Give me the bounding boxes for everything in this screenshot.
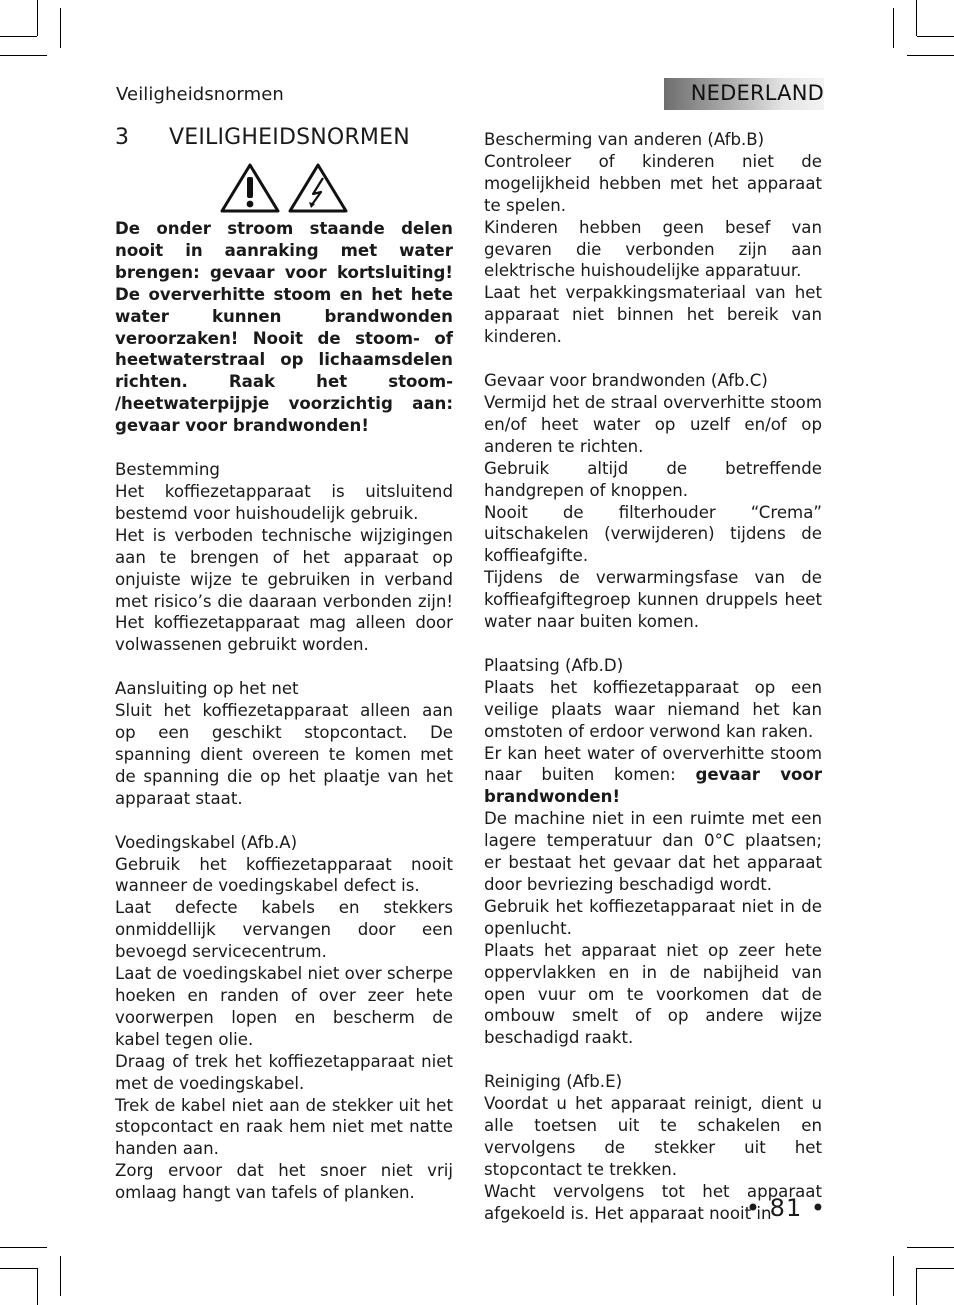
section-heading: Reiniging (Afb.E) [484, 1072, 623, 1092]
paragraph: Laat de voedingskabel niet over scherpe hoeken en randen of over zeer hete voorwerpen lopen en bescherm de kabel tegen olie. [115, 964, 453, 1049]
paragraph: Trek de kabel niet aan de stekker uit het stopcontact en raak hem niet met natte handen aan. [115, 1095, 453, 1159]
chapter-heading [115, 124, 453, 152]
paragraph: Wacht vervolgens tot het apparaat afgekoeld is. Het apparaat nooit in [484, 1181, 822, 1223]
crop-mark [37, 0, 38, 36]
electric-shock-warning-icon [287, 162, 349, 214]
section-heading: Bestemming [115, 460, 220, 480]
crop-mark [37, 1268, 38, 1305]
crop-mark [0, 1268, 37, 1269]
paragraph: Nooit de filterhouder “Crema” uitschakelen (verwijderen) tijdens de koffieafgifte. [484, 502, 822, 566]
paragraph: Draag of trek het koffiezetapparaat niet met de voedingskabel. [115, 1051, 453, 1093]
crop-mark [0, 55, 47, 56]
paragraph: Voordat u het apparaat reinigt, dient u alle toetsen uit te schakelen en vervolgens de stekker uit het stopcontact te trekken. [484, 1094, 822, 1179]
language-tab [664, 78, 824, 110]
paragraph-bold-warning: gevaar voor brandwonden! [484, 765, 823, 807]
paragraph: Tijdens de verwarmingsfase van de koffieafgiftegroep kunnen druppels heet water naar buiten komen. [484, 568, 822, 632]
paragraph: Sluit het koffiezetapparaat alleen aan op een geschikt stopcontact. De spanning dient overeen te komen met de spanning die op het plaatje van het apparaat staat. [115, 701, 453, 808]
crop-mark [907, 55, 954, 56]
chapter-number: 3 [115, 125, 130, 150]
crop-mark [907, 1247, 954, 1248]
section-heading: Bescherming van anderen (Afb.B) [484, 130, 765, 149]
crop-mark [0, 1247, 47, 1248]
crop-mark [0, 36, 37, 37]
warning-icons [115, 162, 453, 214]
page-number: • 81 • [745, 1194, 826, 1222]
paragraph: Plaats het apparaat niet op zeer hete oppervlakken en in de nabijheid van open vuur om te voorkomen dat de ombouw smelt of op andere wijze beschadigd raakt. [484, 940, 822, 1048]
paragraph: Vermijd het de straal oververhitte stoom en/of heet water op uzelf en/of op anderen te richten. [484, 392, 822, 456]
running-head: Veiligheidsnormen [116, 84, 284, 105]
paragraph: Gebruik het koffiezetapparaat niet in de openlucht. [484, 896, 822, 938]
left-column [115, 124, 453, 1204]
chapter-title: VEILIGHEIDSNORMEN [169, 125, 410, 150]
paragraph: Laat defecte kabels en stekkers onmiddellijk vervangen door een bevoegd servicecentrum. [115, 898, 453, 962]
crop-mark [893, 1256, 894, 1296]
crop-mark [60, 1256, 61, 1296]
crop-mark [893, 8, 894, 48]
crop-mark [916, 1268, 917, 1305]
safety-warning: De onder stroom staande delen nooit in aanraking met water brengen: gevaar voor kortsluiting! De oververhitte stoom en het hete water kunnen brandwonden veroorzaken! Nooit de stoom- of heetwaterstraal op lichaamsdelen richten. Raak het stoom- /heetwaterpijpje voorzichtig aan: gevaar voor brandwonden! [115, 219, 453, 436]
crop-mark [917, 1268, 954, 1269]
section-heading: Aansluiting op het net [115, 679, 299, 699]
crop-mark [916, 0, 917, 36]
section-heading: Plaatsing (Afb.D) [484, 655, 624, 675]
paragraph: Laat het verpakkingsmateriaal van het apparaat niet binnen het bereik van kinderen. [484, 283, 822, 347]
paragraph: Gebruik altijd de betreffende handgrepen of knoppen. [484, 458, 822, 500]
right-column [484, 129, 822, 1225]
paragraph: De machine niet in een ruimte met een lagere temperatuur dan 0°C plaatsen; er bestaat het gevaar dat het apparaat door bevriezing beschadigd wordt. [484, 809, 822, 894]
section-heading: Gevaar voor brandwonden (Afb.C) [484, 371, 768, 391]
section-heading: Voedingskabel (Afb.A) [115, 832, 298, 852]
crop-mark [917, 36, 954, 37]
paragraph: Zorg ervoor dat het snoer niet vrij omlaag hangt van tafels of planken. [115, 1161, 453, 1203]
paragraph: Het is verboden technische wijzigingen aan te brengen of het apparaat op onjuiste wijze te gebruiken in verband met risico’s die daaraan verbonden zijn! Het koffiezetapparaat mag alleen door volwassenen gebruikt worden. [115, 525, 453, 655]
paragraph: Controleer of kinderen niet de mogelijkheid hebben met het apparaat te spelen. [484, 151, 822, 215]
paragraph: Plaats het koffiezetapparaat op een veilige plaats waar niemand het kan omstoten of erdoor verwond kan raken. [484, 677, 822, 741]
paragraph-mixed [484, 743, 822, 809]
paragraph: Het koffiezetapparaat is uitsluitend bestemd voor huishoudelijk gebruik. [115, 481, 453, 523]
language-tab-label: NEDERLAND [690, 81, 824, 105]
paragraph: Kinderen hebben geen besef van gevaren die verbonden zijn aan elektrische huishoudelijke apparatuur. [484, 217, 822, 281]
paragraph-text: Er kan heet water of oververhitte stoom naar buiten komen: [484, 743, 822, 785]
paragraph: Gebruik het koffiezetapparaat nooit wanneer de voedingskabel defect is. [115, 854, 453, 896]
warning-exclamation-icon [219, 162, 281, 214]
crop-mark [60, 8, 61, 48]
